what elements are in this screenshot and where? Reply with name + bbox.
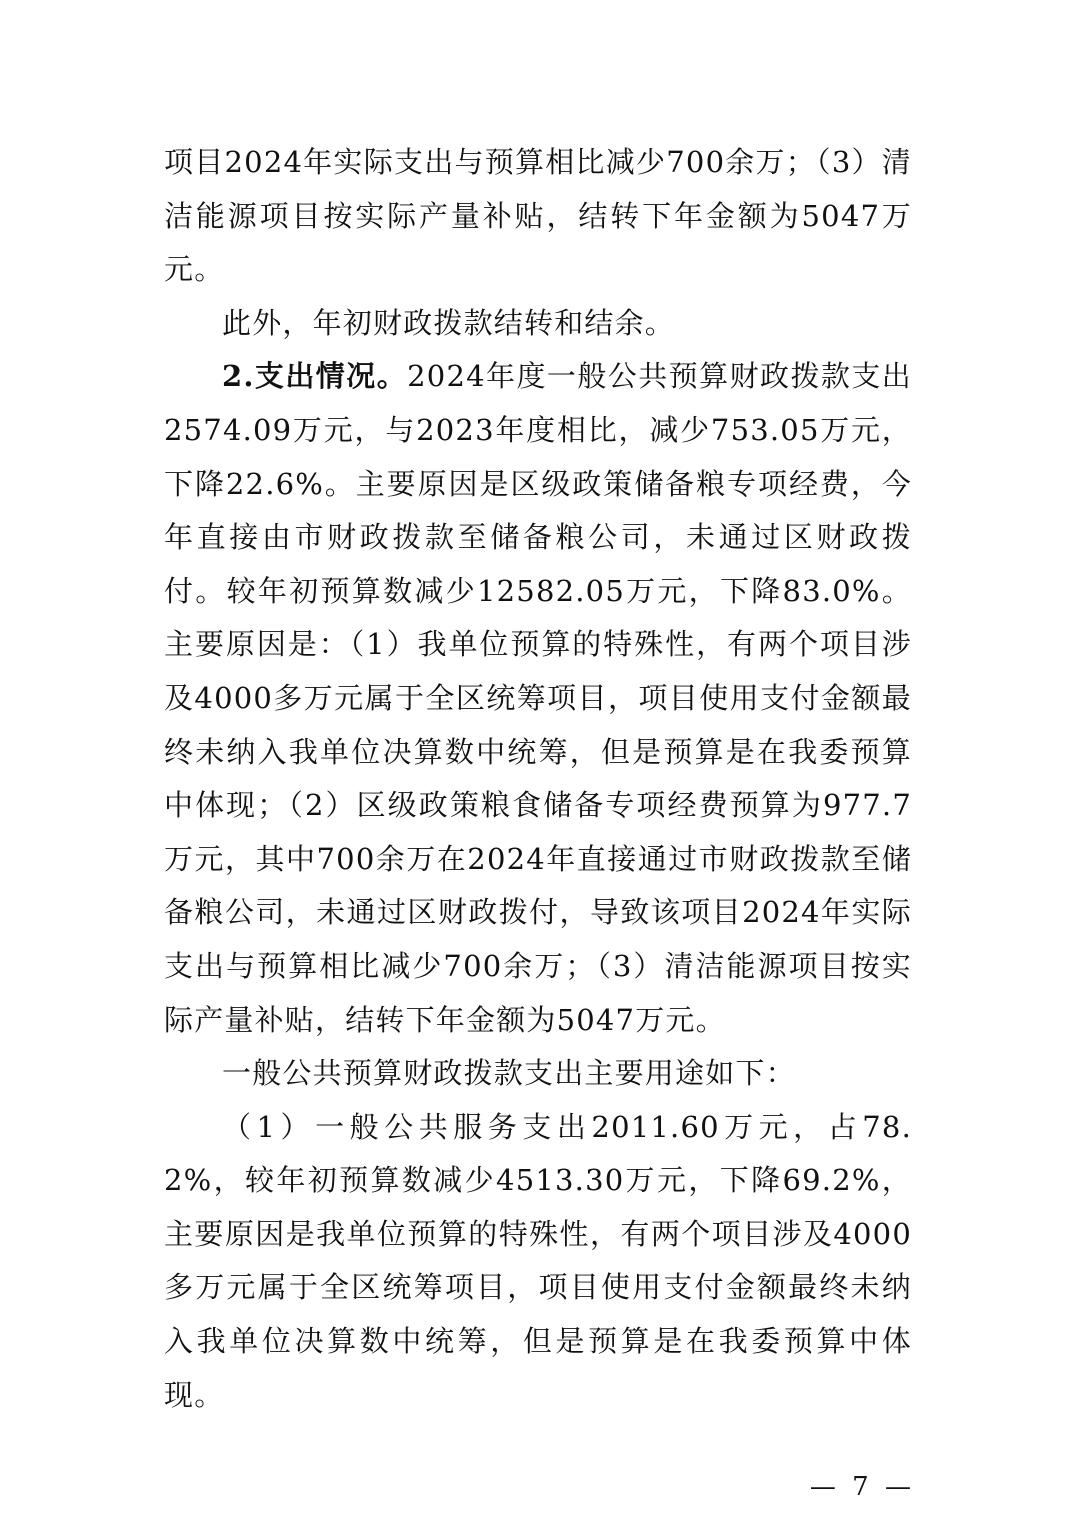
paragraph-continuation — [164, 136, 912, 297]
paragraph-text: 一般公共预算财政拨款支出主要用途如下： — [222, 1056, 796, 1091]
page-number: — 7 — — [809, 1472, 915, 1502]
paragraph-text: 此外，年初财政拨款结转和结余。 — [222, 305, 676, 340]
paragraph-carryover — [164, 297, 912, 351]
body-text — [164, 136, 912, 1422]
paragraph-public-services — [164, 1101, 912, 1423]
section-heading: 2.支出情况。 — [222, 359, 408, 394]
paragraph-expenditure — [164, 350, 912, 1047]
paragraph-text: （1）一般公共服务支出2011.60万元，占78.2%，较年初预算数减少4513.30万元，下降69.2%，主要原因是我单位预算的特殊性，有两个项目涉及4000多万元属于全区统筹项目，项目使用支付金额最终未纳入我单位决算数中统筹，但是预算是在我委预算中体现。 — [164, 1109, 912, 1412]
paragraph-text: 2024年度一般公共预算财政拨款支出2574.09万元，与2023年度相比，减少753.05万元，下降22.6%。主要原因是区级政策储备粮专项经费，今年直接由市财政拨款至储备粮公司，未通过区财政拨付。较年初预算数减少12582.05万元，下降83.0%。主要原因是：（1）我单位预算的特殊性，有两个项目涉及4000多万元属于全区统筹项目，项目使用支付金额最终未纳入我单位决算数中统筹，但是预算是在我委预算中体现；（2）区级政策粮食储备专项经费预算为977.7万元，其中700余万在2024年直接通过市财政拨款至储备粮公司，未通过区财政拨付，导致该项目2024年实际支出与预算相比减少700余万；（3）清洁能源项目按实际产量补贴，结转下年金额为5047万元。 — [164, 359, 912, 1037]
paragraph-text: 项目2024年实际支出与预算相比减少700余万；（3）清洁能源项目按实际产量补贴，结转下年金额为5047万元。 — [164, 145, 912, 287]
paragraph-uses-intro — [164, 1047, 912, 1101]
